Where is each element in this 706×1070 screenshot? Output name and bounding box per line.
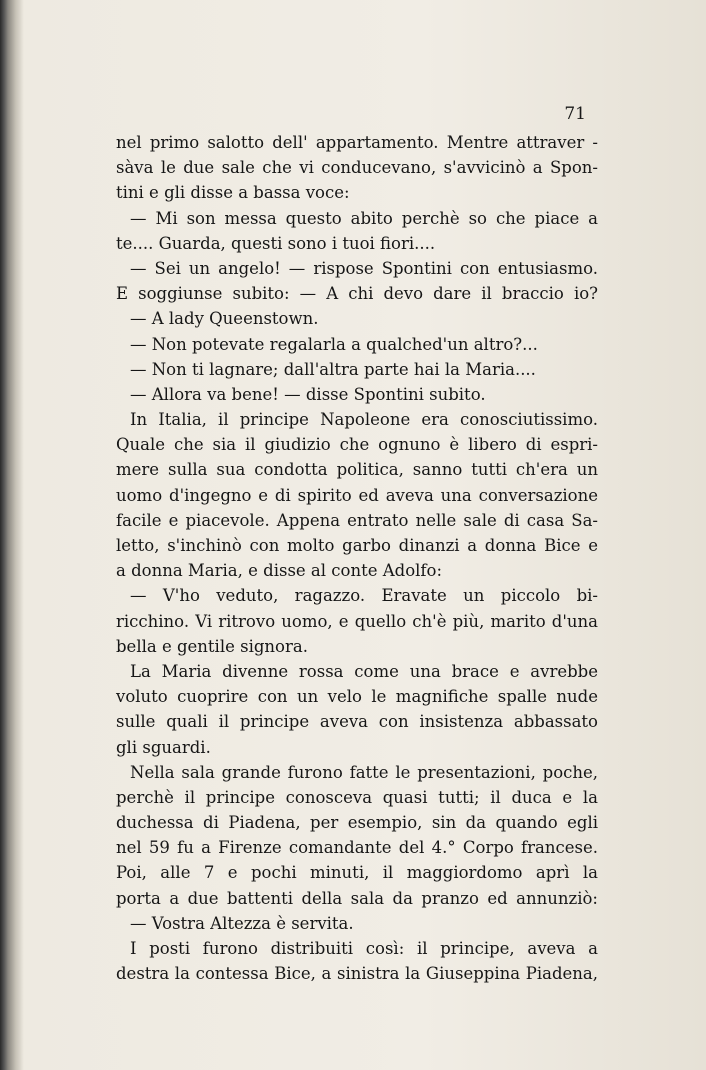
- text-line: nel primo salotto dell' appartamento. Mentre attraver -: [116, 133, 598, 152]
- text-line: — Sei un angelo! — rispose Spontini con entusiasmo.: [130, 258, 598, 278]
- text-line: — Mi son messa questo abito perchè so che piace a: [130, 208, 598, 228]
- text-line: — A lady Queenstown.: [130, 309, 319, 329]
- page-text-body: [116, 130, 598, 986]
- text-line: sàva le due sale che vi conducevano, s'avvicinò a Spon-: [116, 158, 598, 178]
- text-line: mere sulla sua condotta politica, sanno tutti ch'era un: [116, 460, 598, 480]
- text-line: ricchino. Vi ritrovo uomo, e quello ch'è più, marito d'una: [116, 611, 598, 631]
- text-line: tini e gli disse a bassa voce:: [116, 183, 350, 203]
- text-line: — Vostra Altezza è servita.: [130, 913, 354, 933]
- text-line: uomo d'ingegno e di spirito ed aveva una conversazione: [116, 485, 598, 505]
- text-line: bella e gentile signora.: [116, 636, 308, 656]
- text-line: nel 59 fu a Firenze comandante del 4.° Corpo francese.: [116, 838, 598, 858]
- page-number: 71: [564, 104, 586, 124]
- text-line: perchè il principe conosceva quasi tutti; il duca e la: [116, 787, 598, 807]
- text-line: — Allora va bene! — disse Spontini subito.: [130, 384, 486, 404]
- text-line: La Maria divenne rossa come una brace e avrebbe: [130, 661, 598, 681]
- text-line: te.... Guarda, questi sono i tuoi fiori....: [116, 233, 436, 253]
- text-line: Nella sala grande furono fatte le presentazioni, poche,: [130, 762, 598, 782]
- text-line: E soggiunse subito: — A chi devo dare il braccio io?: [116, 284, 598, 304]
- text-line: — Non ti lagnare; dall'altra parte hai la Maria....: [130, 359, 536, 379]
- text-line: Poi, alle 7 e pochi minuti, il maggiordomo aprì la: [116, 863, 598, 883]
- page-binding-shadow: [0, 0, 24, 1070]
- text-line: voluto cuoprire con un velo le magnifiche spalle nude: [116, 687, 598, 707]
- text-line: facile e piacevole. Appena entrato nelle sale di casa Sa-: [116, 510, 598, 530]
- text-line: letto, s'inchinò con molto garbo dinanzi a donna Bice e: [116, 536, 598, 555]
- text-line: porta a due battenti della sala da pranzo ed annunziò:: [116, 888, 598, 908]
- text-line: a donna Maria, e disse al conte Adolfo:: [116, 561, 443, 581]
- text-line: destra la contessa Bice, a sinistra la Giuseppina Piadena,: [116, 964, 598, 984]
- text-line: gli sguardi.: [116, 737, 211, 757]
- text-line: duchessa di Piadena, per esempio, sin da quando egli: [116, 813, 598, 833]
- text-line: sulle quali il principe aveva con insistenza abbassato: [116, 712, 598, 732]
- text-line: In Italia, il principe Napoleone era conosciutissimo.: [130, 410, 598, 430]
- text-line: I posti furono distribuiti così: il principe, aveva a: [130, 939, 598, 958]
- text-line: Quale che sia il giudizio che ognuno è libero di espri-: [116, 435, 598, 455]
- text-line: — Non potevate regalarla a qualched'un altro?...: [130, 334, 538, 354]
- text-line: — V'ho veduto, ragazzo. Eravate un piccolo bi-: [130, 586, 598, 606]
